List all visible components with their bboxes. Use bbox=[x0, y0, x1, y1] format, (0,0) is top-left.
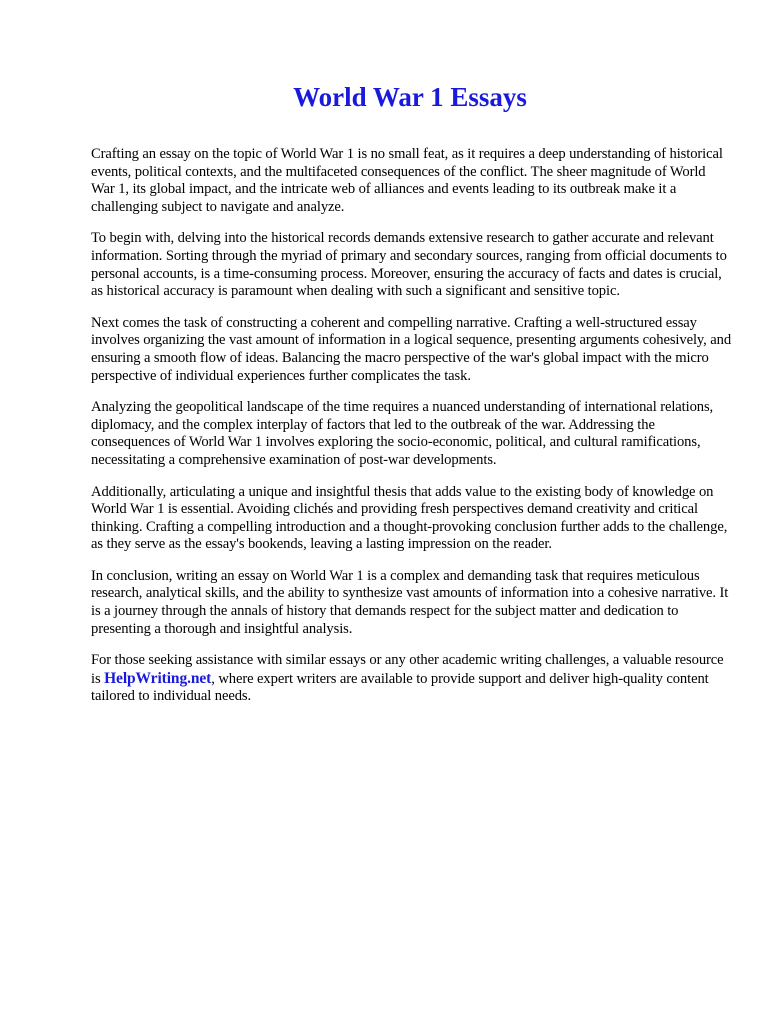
paragraph-closing bbox=[91, 652, 731, 706]
paragraph-thesis: Additionally, articulating a unique and insightful thesis that adds value to the existing body of knowledge on World War 1 is essential. Avoiding clichés and providing fresh perspectives demand creativity and critical thinking. Crafting a compelling introduction and a thought-provoking conclusion further adds to the challenge, as they serve as the essay's bookends, leaving a lasting impression on the reader. bbox=[91, 483, 728, 553]
paragraph-geopolitics: Analyzing the geopolitical landscape of the time requires a nuanced understanding of international relations, diplomacy, and the complex interplay of factors that led to the outbreak of the war. Addressing the consequences of World War 1 involves exploring the socio-economic, political, and cultural ramifications, necessitating a comprehensive examination of post-war developments. bbox=[91, 399, 714, 468]
page-title: World War 1 Essays bbox=[293, 82, 527, 112]
closing-text-after-link: , where expert writers are available to provide support and deliver high-quality content tailored to individual needs. bbox=[91, 670, 709, 705]
paragraph-conclusion: In conclusion, writing an essay on World War 1 is a complex and demanding task that requires meticulous research, analytical skills, and the ability to synthesize vast amounts of information into a cohesive narrative. It is a journey through the annals of history that demands respect for the subject matter and dedication to presenting a thorough and insightful analysis. bbox=[91, 567, 729, 637]
document-body bbox=[91, 146, 731, 720]
helpwriting-link[interactable]: HelpWriting.net bbox=[104, 669, 212, 687]
paragraph-narrative: Next comes the task of constructing a coherent and compelling narrative. Crafting a well-structured essay involves organizing the vast amount of information in a logical sequence, presenting arguments cohesively, and ensuring a smooth flow of ideas. Balancing the macro perspective of the war's global impact with the micro perspective of individual experiences further complicates the task. bbox=[91, 314, 732, 384]
closing-text-before-link: For those seeking assistance with similar essays or any other academic writing challenges, a valuable resource is bbox=[91, 652, 724, 687]
paragraph-research: To begin with, delving into the historical records demands extensive research to gather accurate and relevant information. Sorting through the myriad of primary and secondary sources, ranging from official documents to personal accounts, is a time-consuming process. Moreover, ensuring the accuracy of facts and dates is crucial, as historical accuracy is paramount when dealing with such a significant and sensitive topic. bbox=[91, 230, 727, 300]
paragraph-intro: Crafting an essay on the topic of World War 1 is no small feat, as it requires a deep understanding of historical events, political contexts, and the multifaceted consequences of the conflict. The sheer magnitude of World War 1, its global impact, and the intricate web of alliances and events leading to its outbreak make it a challenging subject to navigate and analyze. bbox=[91, 146, 723, 215]
